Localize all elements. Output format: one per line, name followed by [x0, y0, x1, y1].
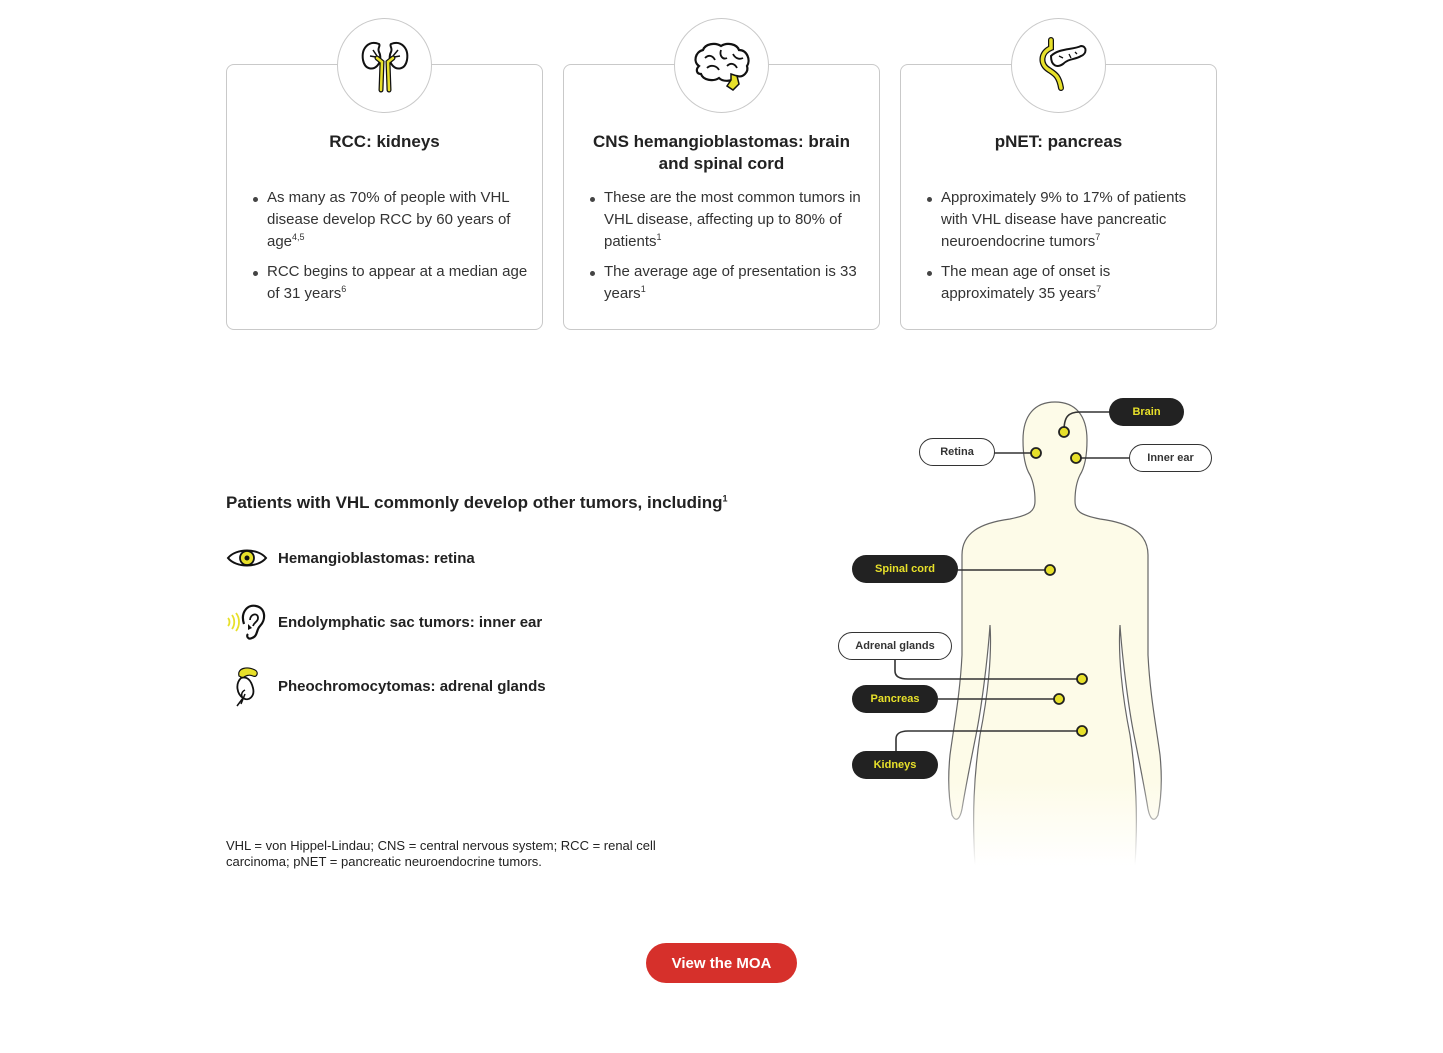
label-inner-ear: Inner ear — [1129, 444, 1212, 472]
tumor-item-label: Pheochromocytomas: adrenal glands — [278, 677, 546, 695]
card-title: RCC: kidneys — [329, 132, 440, 151]
eye-icon — [226, 535, 268, 581]
marker-pancreas — [1054, 694, 1064, 704]
kidneys-icon — [355, 36, 415, 96]
card-bullet: Approximately 9% to 17% of patients with VHL disease have pancreatic neuroendocrine tumors$^7$ — [925, 187, 1202, 253]
marker-kidneys — [1077, 726, 1087, 736]
label-brain: Brain — [1109, 398, 1184, 426]
pnet-pancreas-card — [900, 64, 1217, 330]
tumor-item-adrenal-glands — [226, 663, 546, 709]
marker-adrenal-glands — [1077, 674, 1087, 684]
label-adrenal-glands: Adrenal glands — [838, 632, 952, 660]
body-outline — [949, 402, 1162, 865]
card-bullet: The average age of presentation is 33 years$^1$ — [588, 261, 865, 305]
ear-icon — [226, 599, 268, 645]
pancreas-icon-circle — [1011, 18, 1106, 113]
card-title: pNET: pancreas — [994, 132, 1123, 151]
pancreas-icon — [1029, 36, 1089, 96]
brain-icon — [691, 40, 753, 92]
tumor-item-label: Endolymphatic sac tumors: inner ear — [278, 613, 543, 631]
marker-brain — [1059, 427, 1069, 437]
adrenal-gland-icon — [226, 663, 268, 709]
rcc-kidneys-card — [226, 64, 543, 330]
card-bullet: These are the most common tumors in VHL disease, affecting up to 80% of patients$^1$ — [588, 187, 865, 253]
marker-inner-ear — [1071, 453, 1081, 463]
card-bullet: The mean age of onset is approximately 35 years$^7$ — [925, 261, 1202, 305]
label-retina: Retina — [919, 438, 995, 466]
tumor-item-inner-ear — [226, 599, 542, 645]
card-bullet-list — [251, 187, 528, 313]
other-tumors-heading: Patients with VHL commonly develop other tumors, including$^1$ — [226, 493, 728, 512]
label-kidneys: Kidneys — [852, 751, 938, 779]
marker-spinal-cord — [1045, 565, 1055, 575]
tumor-item-retina — [226, 535, 475, 581]
card-bullet-list — [588, 187, 865, 313]
abbreviations-footnote: VHL = von Hippel-Lindau; CNS = central nervous system; RCC = renal cell carcinoma; pNET = pancreatic neuroendocrine tumors. — [226, 838, 656, 869]
card-bullet-list — [925, 187, 1202, 313]
kidneys-icon-circle — [337, 18, 432, 113]
card-title: CNS hemangioblastomas: brain and spinal cord — [593, 132, 850, 173]
marker-retina — [1031, 448, 1041, 458]
body-diagram — [830, 395, 1230, 865]
cns-hemangioblastomas-card — [563, 64, 880, 330]
label-pancreas: Pancreas — [852, 685, 938, 713]
card-bullet: As many as 70% of people with VHL disease develop RCC by 60 years of age$^{4,5}$ — [251, 187, 528, 253]
view-moa-button[interactable]: View the MOA — [646, 943, 797, 983]
tumor-item-label: Hemangioblastomas: retina — [278, 549, 475, 567]
brain-icon-circle — [674, 18, 769, 113]
label-spinal-cord: Spinal cord — [852, 555, 958, 583]
card-bullet: RCC begins to appear at a median age of 31 years$^6$ — [251, 261, 528, 305]
